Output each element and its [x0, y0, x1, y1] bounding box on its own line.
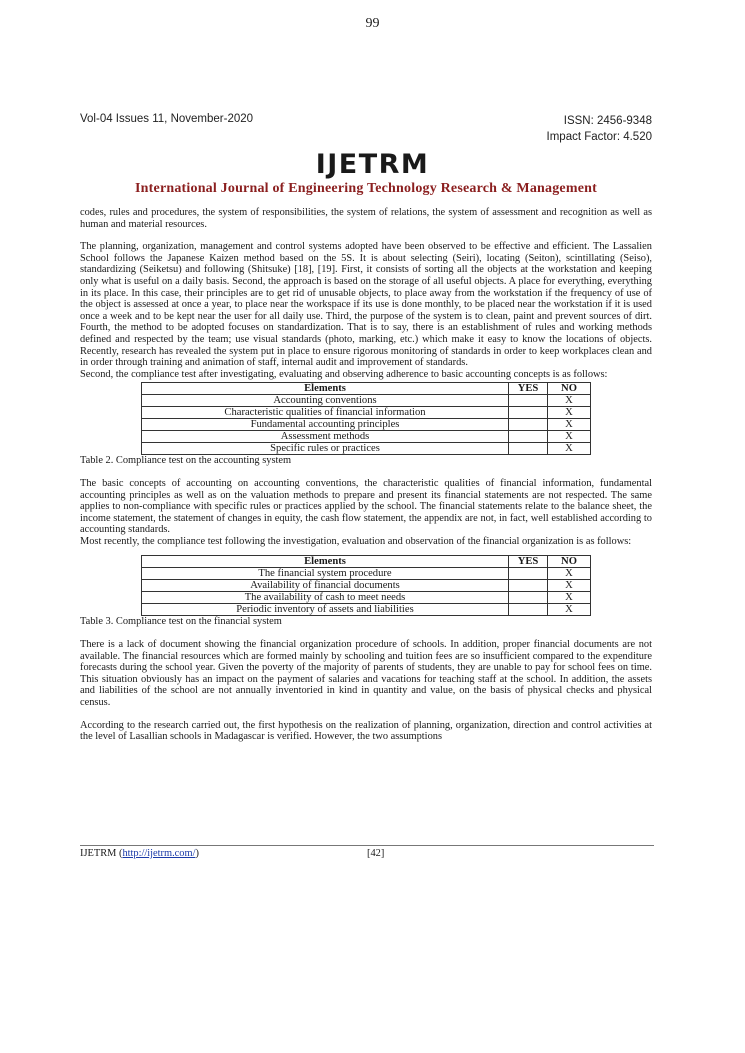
paragraph: codes, rules and procedures, the system of responsibilities, the system of relations, the system of assessment and recognition as well as human and material resources. — [80, 207, 652, 230]
no-cell: X — [548, 431, 591, 443]
no-cell: X — [548, 419, 591, 431]
compliance-table-accounting — [141, 382, 591, 455]
no-cell: X — [548, 580, 591, 592]
column-header-elements: Elements — [142, 383, 509, 395]
table-row — [142, 580, 591, 592]
yes-cell — [509, 568, 548, 580]
table-row — [142, 604, 591, 616]
table-row — [142, 443, 591, 455]
table-row — [142, 568, 591, 580]
element-cell: Accounting conventions — [142, 395, 509, 407]
footer-journal-name: IJETRM — [80, 848, 117, 859]
column-header-yes: YES — [509, 383, 548, 395]
journal-logo — [0, 149, 745, 180]
table-row — [142, 395, 591, 407]
column-header-no: NO — [548, 556, 591, 568]
no-cell: X — [548, 592, 591, 604]
element-cell: Assessment methods — [142, 431, 509, 443]
element-cell: Periodic inventory of assets and liabilities — [142, 604, 509, 616]
element-cell: Characteristic qualities of financial information — [142, 407, 509, 419]
impact-factor: Impact Factor: 4.520 — [546, 131, 652, 143]
element-cell: Availability of financial documents — [142, 580, 509, 592]
volume-info: Vol-04 Issues 11, November-2020 — [80, 113, 254, 125]
element-cell: The availability of cash to meet needs — [142, 592, 509, 604]
table-header-row — [142, 383, 591, 395]
paragraph: The planning, organization, management and control systems adopted have been observed to be effective and efficient. The Lassalien School follows the Japanese Kaizen method based on the 5S. It is about selecting (Seiri), locating (Seiton), scintillating (Seiso), standardizing (Seiketsu) and following (Shitsuke) [18], [19]. First, it consists of sorting all the objects at the workstation and keeping only what is useful on a daily basis. Second, the approach is based on the storage of all useful objects. A place for everything, everything in its place. In this case, their principles are to get rid of unusable objects, to place away from the workstation if the frequency of use of the object is assessed at once a year, to place near the workspace if its use is done monthly, to be placed near the workstation if it is used once a week and to be kept near the user for all daily use. Third, the purpose of the system is to clean, paint and prevent sources of dirt. Fourth, the method to be adopted focuses on standardization. That is to say, there is an establishment of rules and working methods defined and respected by the team; use visual standards (photo, marking, etc.) which make it easy to know the locations of objects. Recently, research has revealed the system put in place to ensure rigorous monitoring of standards in order to keep workplaces clean and in order through training and animation of staff, internal audit and improvement of standards. — [80, 241, 652, 369]
footer-page-number: [42] — [367, 848, 385, 859]
table-caption: Table 3. Compliance test on the financial system — [80, 616, 282, 628]
yes-cell — [509, 443, 548, 455]
footer-journal: IJETRM (http://ijetrm.com/) — [80, 848, 199, 859]
issn-block — [547, 113, 652, 145]
journal-title: International Journal of Engineering Technology Research & Management — [135, 181, 597, 196]
footer-journal-link[interactable]: http://ijetrm.com/ — [122, 848, 196, 859]
paragraph: The basic concepts of accounting on accounting conventions, the characteristic qualities of financial information, fundamental accounting principles as well as on the valuation methods to prepare and present its financial statements are not respected. The same applies to non-compliance with specific rules or practices applied by the school. The financial statements relate to the balance sheet, the income statement, the statement of changes in equity, the cash flow statement, the appendix are not, in fact, well established according to accounting standards. — [80, 477, 652, 536]
paragraph: There is a lack of document showing the financial organization procedure of schools. In addition, proper financial documents are not available. The financial resources which are formed mainly by schooling and tuition fees are so insufficient compared to the expenditure forecasts during the school year. Given the poverty of the majority of parents of students, they are unable to pay for school fees on time. This situation obviously has an impact on the payment of salaries and vacations for teaching staff at the school. In addition, the assets and liabilities of the school are not annually inventoried in kind in quantity and value, on the basis of physical checks and physical census. — [80, 639, 652, 709]
yes-cell — [509, 431, 548, 443]
yes-cell — [509, 580, 548, 592]
no-cell: X — [548, 568, 591, 580]
yes-cell — [509, 395, 548, 407]
table-header-row — [142, 556, 591, 568]
paragraph: Second, the compliance test after investigating, evaluating and observing adherence to basic accounting concepts is as follows: — [80, 368, 608, 380]
column-header-yes: YES — [509, 556, 548, 568]
column-header-elements: Elements — [142, 556, 509, 568]
compliance-table-financial — [141, 555, 591, 616]
yes-cell — [509, 604, 548, 616]
column-header-no: NO — [548, 383, 591, 395]
element-cell: Specific rules or practices — [142, 443, 509, 455]
article-body — [80, 207, 652, 743]
table-row — [142, 592, 591, 604]
yes-cell — [509, 419, 548, 431]
element-cell: Fundamental accounting principles — [142, 419, 509, 431]
table-row — [142, 407, 591, 419]
table-row — [142, 431, 591, 443]
logo-text: IJETRM — [315, 149, 430, 180]
yes-cell — [509, 407, 548, 419]
no-cell: X — [548, 443, 591, 455]
issn: ISSN: 2456-9348 — [563, 115, 652, 127]
yes-cell — [509, 592, 548, 604]
paragraph: According to the research carried out, the first hypothesis on the realization of planning, organization, direction and control activities at the level of Lasallian schools in Madagascar is verified. However, the two assumptions — [80, 719, 652, 743]
no-cell: X — [548, 407, 591, 419]
paragraph: Most recently, the compliance test following the investigation, evaluation and observation of the financial organization is as follows: — [80, 535, 632, 547]
element-cell: The financial system procedure — [142, 568, 509, 580]
footer-divider — [80, 845, 654, 846]
table-caption: Table 2. Compliance test on the accounting system — [80, 455, 292, 467]
no-cell: X — [548, 604, 591, 616]
no-cell: X — [548, 395, 591, 407]
table-row — [142, 419, 591, 431]
page-number: 99 — [365, 16, 380, 31]
